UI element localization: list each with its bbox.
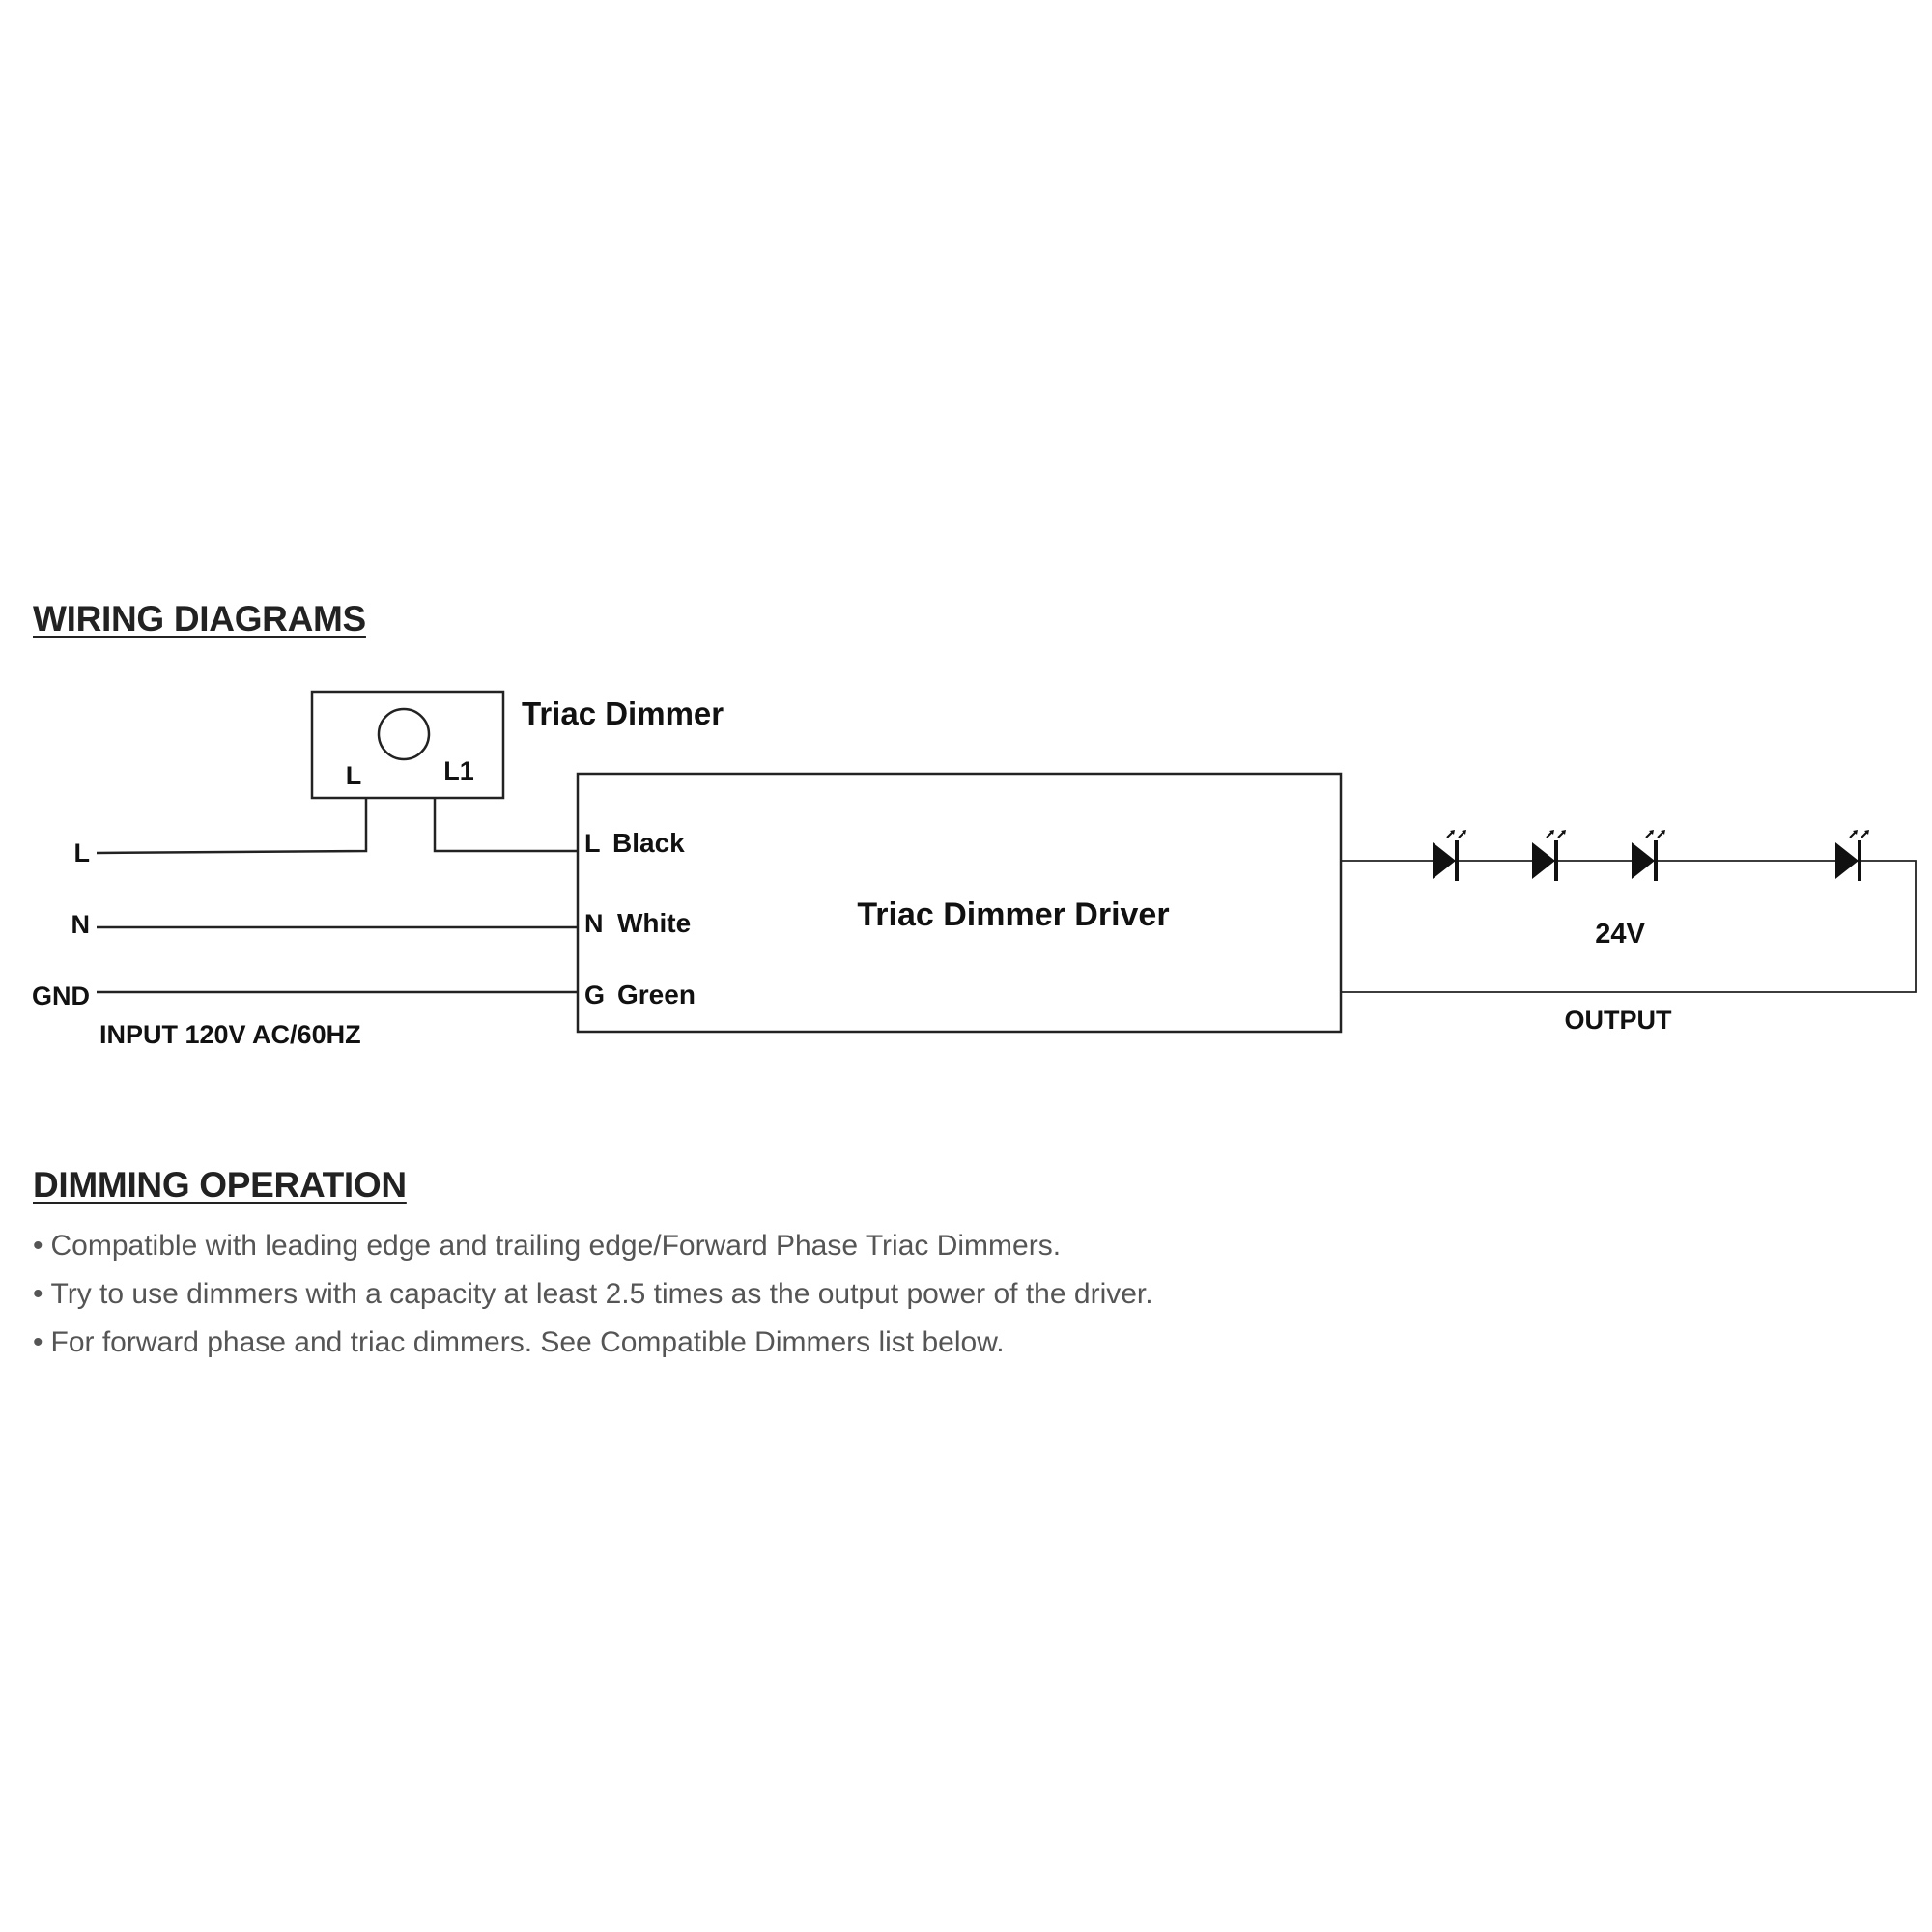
dimming-operation-heading: DIMMING OPERATION — [33, 1165, 407, 1205]
list-item-text: Try to use dimmers with a capacity at least 2.5 times as the output power of the driver. — [50, 1278, 1153, 1310]
driver-terminal-l: L — [584, 829, 601, 858]
led-diode-icon — [1433, 830, 1466, 881]
input-label-n: N — [71, 910, 90, 939]
dimmer-knob-icon — [379, 709, 429, 759]
line-wire — [97, 798, 366, 853]
driver-terminal-g: G — [584, 980, 606, 1009]
list-item — [33, 1319, 1153, 1367]
dimmer-terminal-l: L — [345, 761, 362, 790]
dimmer-box — [312, 692, 503, 798]
bullet-glyph: • — [33, 1326, 43, 1358]
driver-terminal-n-color: White — [617, 908, 692, 938]
output-voltage: 24V — [1595, 919, 1645, 950]
driver-terminal-n: N — [584, 909, 604, 938]
list-item — [33, 1222, 1153, 1270]
driver-title: Triac Dimmer Driver — [857, 896, 1170, 933]
input-wiring — [32, 798, 578, 1049]
output-label: OUTPUT — [1564, 1006, 1672, 1035]
list-item — [33, 1270, 1153, 1319]
list-item-text: For forward phase and triac dimmers. See Compatible Dimmers list below. — [50, 1326, 1005, 1358]
led-diode-icon — [1632, 830, 1665, 881]
driver-terminal-l-color: Black — [612, 828, 685, 858]
led-diode-icon — [1532, 830, 1566, 881]
led-diode-icon — [1835, 830, 1869, 881]
driver-terminal-g-color: Green — [617, 980, 696, 1009]
switched-line-wire — [435, 798, 578, 851]
input-label-gnd: GND — [32, 981, 90, 1010]
triac-dimmer — [312, 692, 724, 798]
triac-dimmer-driver — [578, 774, 1341, 1032]
dimmer-title: Triac Dimmer — [522, 696, 724, 731]
dimmer-terminal-l1: L1 — [443, 756, 474, 785]
output-circuit — [1341, 830, 1916, 1035]
input-label-l: L — [73, 838, 90, 867]
dimming-operation-list — [33, 1222, 1153, 1367]
wiring-diagrams-heading: WIRING DIAGRAMS — [33, 599, 366, 639]
list-item-text: Compatible with leading edge and trailing edge/Forward Phase Triac Dimmers. — [50, 1230, 1062, 1262]
bullet-glyph: • — [33, 1278, 43, 1310]
bullet-glyph: • — [33, 1230, 43, 1262]
input-rating: INPUT 120V AC/60HZ — [99, 1020, 361, 1049]
